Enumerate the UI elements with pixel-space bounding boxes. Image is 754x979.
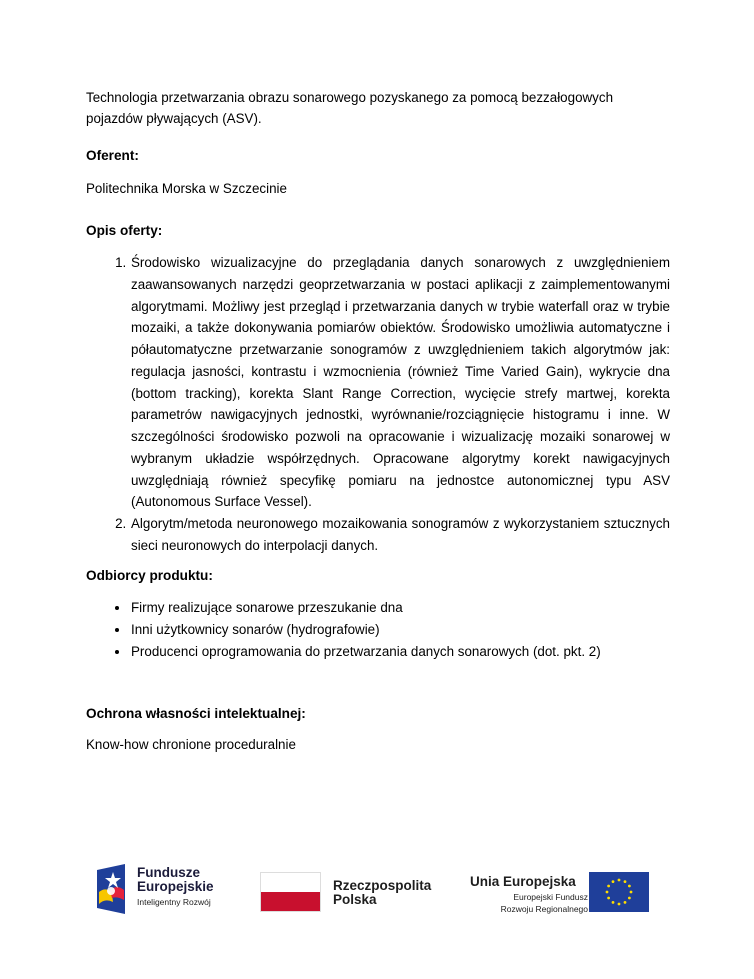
unia-europejska-title: Unia Europejska [470, 874, 576, 889]
recipient-item: • Firmy realizujące sonarowe przeszukanie dna [130, 597, 601, 619]
eu-star-icon [618, 879, 621, 882]
fundusze-europejskie-star-icon [97, 864, 125, 914]
ip-heading: Ochrona własności intelektualnej: [86, 706, 306, 721]
eu-star-icon [624, 901, 627, 904]
eu-star-icon [612, 880, 615, 883]
unia-sub2: Rozwoju Regionalnego [500, 903, 588, 914]
eu-star-icon [628, 885, 631, 888]
description-item: 2. Algorytm/metoda neuronowego mozaikowania sonogramów z wykorzystaniem sztucznych sieci neuronowych do interpolacji danych. [130, 513, 670, 557]
eu-star-icon [606, 891, 609, 894]
fundusze-europejskie-logo [97, 864, 237, 916]
ip-text: Know-how chronione proceduralnie [86, 737, 296, 752]
eu-star-icon [607, 897, 610, 900]
rzeczpospolita-name [333, 879, 431, 907]
unia-europejska-subtitle [501, 892, 588, 915]
rzeczpospolita-line2: Polska [333, 892, 377, 907]
recipient-item: • Producenci oprogramowania do przetwarzania danych sonarowych (dot. pkt. 2) [130, 641, 601, 663]
fundusze-subtitle: Inteligentny Rozwój [137, 897, 211, 907]
eu-flag-icon [589, 872, 649, 912]
eu-star-icon [630, 891, 633, 894]
unia-sub1: Europejski Fundusz [513, 892, 588, 902]
fundusze-line2: Europejskie [137, 879, 214, 894]
fundusze-europejskie-name [137, 866, 214, 894]
eu-star-icon [624, 880, 627, 883]
recipients-list [86, 597, 601, 663]
description-list [86, 252, 670, 557]
rzeczpospolita-polska-logo [260, 872, 440, 912]
document-intro: Technologia przetwarzania obrazu sonarowego pozyskanego za pomocą bezzałogowych pojazdów pływających (ASV). [86, 90, 614, 126]
polish-flag-icon [260, 872, 321, 912]
recipients-heading: Odbiorcy produktu: [86, 568, 213, 583]
unia-europejska-logo [470, 872, 655, 917]
recipient-item: • Inni użytkownicy sonarów (hydrografowie) [130, 619, 601, 641]
description-heading: Opis oferty: [86, 223, 163, 238]
eu-star-icon [628, 897, 631, 900]
eu-star-icon [612, 901, 615, 904]
description-item: 1. Środowisko wizualizacyjne do przeglądania danych sonarowych z uwzględnieniem zaawansowanych narzędzi geoprzetwarzania w postaci aplikacji z zaimplementowanymi algorytmami. Możliwy jest przegląd i przetwarzania danych w trybie waterfall oraz w trybie mozaiki, a także dokonywania pomiarów obiektów. Środowisko umożliwia automatyczne i półautomatyczne przetwarzanie sonogramów z uwzględnieniem takich algorytmów jak: regulacja jasności, kontrastu i wzmocnienia (również Time Varied Gain), wykrycie dna (bottom tracking), korekta Slant Range Correction, wycięcie strefy martwej, korekta parametrów nawigacyjnych jednostki, wyrównanie/rozciągnięcie histogramu i inne. W szczególności środowisko pozwoli na opracowanie i wizualizację mozaiki sonarowej w wybranym układzie współrzędnych. Opracowane algorytmy korekt nawigacyjnych uwzględniają również specyfikę pomiaru na jednostce autonomicznej typu ASV (Autonomous Surface Vessel). [130, 252, 670, 513]
rzeczpospolita-line1: Rzeczpospolita [333, 878, 432, 893]
eu-star-icon [618, 903, 621, 906]
fundusze-line1: Fundusze [137, 865, 200, 880]
eu-star-icon [607, 885, 610, 888]
offerer-heading: Oferent: [86, 148, 139, 163]
offerer-name: Politechnika Morska w Szczecinie [86, 181, 287, 196]
footer-logos [0, 860, 754, 920]
